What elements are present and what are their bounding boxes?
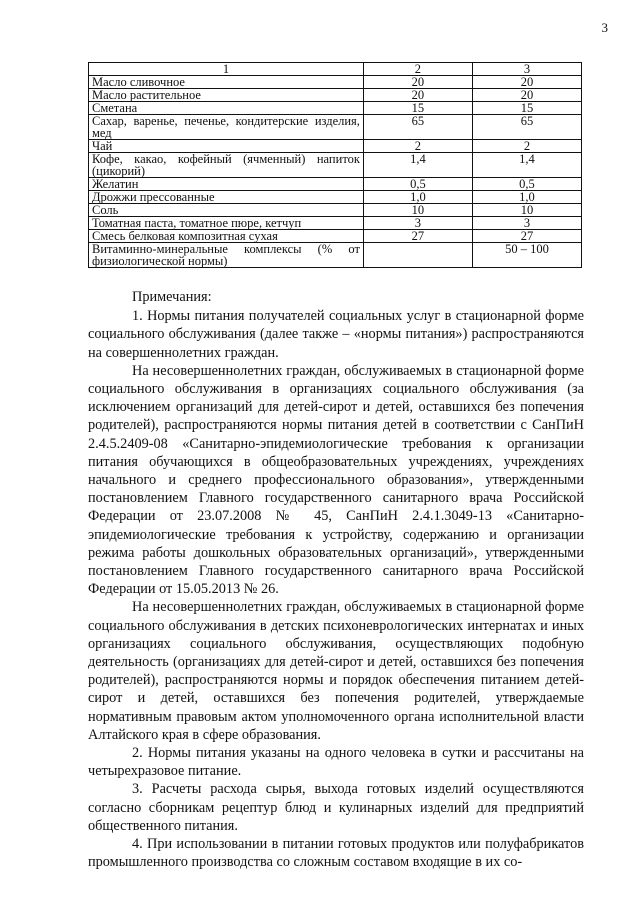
item-name-cell: Сметана [89,102,364,115]
norm-value-col2 [363,243,472,268]
note-paragraph: 1. Нормы питания получателей социальных услуг в стационарной форме социального обслуживания (далее также – «нормы питания») распространяются на совершеннолетних граждан. [88,308,584,361]
table-row [89,153,582,178]
norm-value-col3: 50 – 100 [472,243,581,268]
item-name-cell: Витаминно-минеральные комплексы (% от физиологической нормы) [89,243,364,268]
item-name-cell: Кофе, какао, кофейный (ячменный) напиток (цикорий) [89,153,364,178]
item-name-cell: Томатная паста, томатное пюре, кетчуп [89,217,364,230]
note-paragraph: 4. При использовании в питании готовых продуктов или полуфабрикатов промышленного производства со сложным составом входящие в их со- [88,836,584,871]
table-row [89,243,582,268]
item-name-cell: Соль [89,204,364,217]
note-paragraph: На несовершеннолетних граждан, обслуживаемых в стационарной форме социального обслуживания в детских психоневрологических интернатах и иных организациях социального обслуживания, осуществляющих подобную деятельность (организациях для детей-сирот и детей, оставшихся без попечения родителей), распространяются нормы и порядок обеспечения питанием детей-сирот и детей, оставшихся без попечения родителей, утверждаемые нормативным правовым актом уполномоченного органа исполнительной власти Алтайского края в сфере образования. [88,599,584,743]
norm-value-col2: 27 [363,230,472,243]
norm-value-col3: 65 [472,115,581,140]
norm-value-col3: 20 [472,89,581,102]
norm-value-col2: 20 [363,76,472,89]
norm-value-col3: 10 [472,204,581,217]
item-name-cell: Дрожжи прессованные [89,191,364,204]
table-row [89,76,582,89]
item-name-cell: Желатин [89,178,364,191]
norm-value-col3: 0,5 [472,178,581,191]
item-name-cell: Масло растительное [89,89,364,102]
norm-value-col2: 1,4 [363,153,472,178]
norm-value-col3: 20 [472,76,581,89]
header-cell-3: 3 [472,63,581,76]
item-name-cell: Сахар, варенье, печенье, кондитерские изделия, мед [89,115,364,140]
note-paragraph: 3. Расчеты расхода сырья, выхода готовых изделий осуществляются согласно сборникам рецептур блюд и кулинарных изделий для предприятий общественного питания. [88,781,584,834]
norm-value-col2: 15 [363,102,472,115]
item-name-cell: Чай [89,140,364,153]
norm-value-col2: 10 [363,204,472,217]
table-header-row [89,63,582,76]
table-row [89,140,582,153]
table-row [89,115,582,140]
norm-value-col3: 27 [472,230,581,243]
page-number: 3 [601,20,608,35]
norm-value-col2: 3 [363,217,472,230]
table-row [89,191,582,204]
norm-value-col3: 2 [472,140,581,153]
item-name-cell: Смесь белковая композитная сухая [89,230,364,243]
note-paragraph: На несовершеннолетних граждан, обслуживаемых в стационарной форме социального обслуживания в организациях социального обслуживания (за исключением организаций для детей-сирот и детей, оставшихся без попечения родителей), распространяются нормы питания детей в соответствии с СанПиН 2.4.5.2409-08 «Санитарно-эпидемиологические требования к организации питания обучающихся в общеобразовательных учреждениях, учреждениях начального и среднего профессионального образования», утвержденными постановлением Главного государственного санитарного врача Российской Федерации от 23.07.2008 № 45, СанПиН 2.4.1.3049-13 «Санитарно-эпидемиологические требования к устройству, содержанию и организации режима работы дошкольных образовательных организаций», утвержденными постановлением Главного государственного санитарного врача Российской Федерации от 15.05.2013 № 26. [88,362,584,598]
norm-value-col2: 2 [363,140,472,153]
norm-value-col2: 1,0 [363,191,472,204]
norm-value-col3: 15 [472,102,581,115]
notes-section [88,288,584,872]
table-row [89,178,582,191]
table-row [89,217,582,230]
item-name-cell: Масло сливочное [89,76,364,89]
norm-value-col3: 1,4 [472,153,581,178]
table-row [89,204,582,217]
header-cell-2: 2 [363,63,472,76]
norm-value-col2: 0,5 [363,178,472,191]
norm-value-col3: 1,0 [472,191,581,204]
notes-title: Примечания: [132,289,212,305]
header-cell-1: 1 [89,63,364,76]
table-row [89,230,582,243]
norm-value-col2: 20 [363,89,472,102]
norm-value-col3: 3 [472,217,581,230]
norm-value-col2: 65 [363,115,472,140]
nutrition-norms-table [88,62,582,268]
table-row [89,89,582,102]
note-paragraph: 2. Нормы питания указаны на одного человека в сутки и рассчитаны на четырехразовое питание. [88,745,584,780]
table-row [89,102,582,115]
notes-paragraphs [88,307,584,871]
